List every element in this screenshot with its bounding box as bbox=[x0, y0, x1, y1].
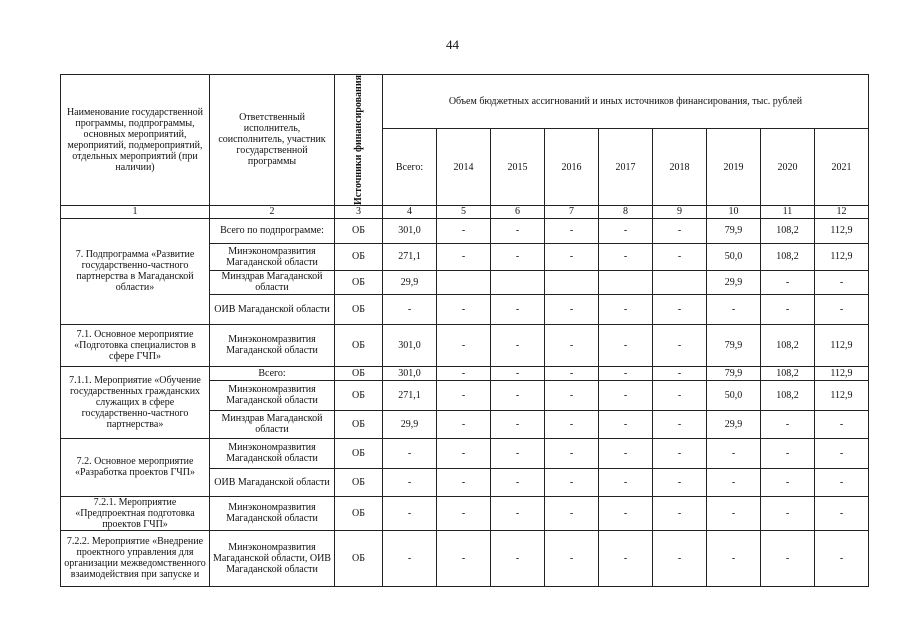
funding-source-cell: ОБ bbox=[335, 380, 383, 410]
year-value-cell: - bbox=[653, 468, 707, 496]
program-name-cell: 7.2.1. Мероприятие «Предпроектная подготовка проектов ГЧП» bbox=[61, 496, 210, 530]
col-number: 5 bbox=[437, 205, 491, 218]
header-funding-title: Объем бюджетных ассигнований и иных источников финансирования, тыс. рублей bbox=[383, 75, 869, 129]
total-value-cell: 271,1 bbox=[383, 380, 437, 410]
year-value-cell: 50,0 bbox=[707, 243, 761, 270]
header-total: Всего: bbox=[383, 129, 437, 206]
header-year-2018: 2018 bbox=[653, 129, 707, 206]
year-value-cell: - bbox=[491, 438, 545, 468]
header-year-2014: 2014 bbox=[437, 129, 491, 206]
table-body bbox=[61, 218, 869, 586]
year-value-cell: - bbox=[815, 294, 869, 324]
year-value-cell: - bbox=[599, 218, 653, 243]
year-value-cell: 108,2 bbox=[761, 366, 815, 380]
table-row bbox=[61, 496, 869, 530]
year-value-cell: 29,9 bbox=[707, 270, 761, 294]
year-value-cell: - bbox=[437, 380, 491, 410]
year-value-cell: - bbox=[545, 496, 599, 530]
year-value-cell: - bbox=[599, 243, 653, 270]
year-value-cell: - bbox=[599, 366, 653, 380]
year-value-cell: - bbox=[491, 496, 545, 530]
table-row bbox=[61, 218, 869, 243]
year-value-cell: - bbox=[707, 294, 761, 324]
funding-source-cell: ОБ bbox=[335, 530, 383, 586]
year-value-cell: - bbox=[599, 410, 653, 438]
col-number: 2 bbox=[210, 205, 335, 218]
year-value-cell: - bbox=[653, 530, 707, 586]
executor-cell: Минэкономразвития Магаданской области, ОИВ Магаданской области bbox=[210, 530, 335, 586]
year-value-cell: - bbox=[437, 496, 491, 530]
year-value-cell: - bbox=[545, 468, 599, 496]
year-value-cell: - bbox=[707, 496, 761, 530]
year-value-cell: - bbox=[545, 243, 599, 270]
year-value-cell: - bbox=[491, 410, 545, 438]
total-value-cell: 301,0 bbox=[383, 324, 437, 366]
year-value-cell: 112,9 bbox=[815, 380, 869, 410]
year-value-cell bbox=[599, 270, 653, 294]
year-value-cell: - bbox=[491, 243, 545, 270]
program-name-cell: 7.2.2. Мероприятие «Внедрение проектного управления для организации межведомственного взаимодействия при запуске и bbox=[61, 530, 210, 586]
year-value-cell: - bbox=[599, 380, 653, 410]
year-value-cell: - bbox=[545, 366, 599, 380]
year-value-cell: - bbox=[491, 324, 545, 366]
executor-cell: Минэкономразвития Магаданской области bbox=[210, 438, 335, 468]
year-value-cell: - bbox=[653, 438, 707, 468]
header-executor: Ответственный исполнитель, соисполнитель, участник государственной программы bbox=[210, 75, 335, 206]
year-value-cell: - bbox=[545, 380, 599, 410]
year-value-cell: - bbox=[491, 366, 545, 380]
executor-cell: ОИВ Магаданской области bbox=[210, 294, 335, 324]
year-value-cell: - bbox=[545, 530, 599, 586]
funding-source-cell: ОБ bbox=[335, 218, 383, 243]
header-funding-source-cell bbox=[335, 75, 383, 206]
header-funding-source: Источники финансирования bbox=[353, 75, 364, 205]
year-value-cell: - bbox=[653, 294, 707, 324]
year-value-cell: - bbox=[437, 438, 491, 468]
year-value-cell: - bbox=[707, 438, 761, 468]
col-number: 1 bbox=[61, 205, 210, 218]
col-number: 11 bbox=[761, 205, 815, 218]
year-value-cell: - bbox=[599, 496, 653, 530]
year-value-cell: - bbox=[599, 324, 653, 366]
total-value-cell: - bbox=[383, 438, 437, 468]
year-value-cell: 112,9 bbox=[815, 218, 869, 243]
table-row bbox=[61, 324, 869, 366]
total-value-cell: - bbox=[383, 530, 437, 586]
year-value-cell: - bbox=[653, 243, 707, 270]
header-year-2017: 2017 bbox=[599, 129, 653, 206]
executor-cell: ОИВ Магаданской области bbox=[210, 468, 335, 496]
year-value-cell: - bbox=[653, 218, 707, 243]
total-value-cell: 301,0 bbox=[383, 218, 437, 243]
page-number: 44 bbox=[446, 37, 459, 52]
table-row bbox=[61, 530, 869, 586]
year-value-cell: - bbox=[599, 294, 653, 324]
funding-source-cell: ОБ bbox=[335, 294, 383, 324]
year-value-cell: - bbox=[815, 530, 869, 586]
header-year-2015: 2015 bbox=[491, 129, 545, 206]
year-value-cell: 79,9 bbox=[707, 324, 761, 366]
total-value-cell: 301,0 bbox=[383, 366, 437, 380]
col-number: 12 bbox=[815, 205, 869, 218]
header-program-name: Наименование государственной программы, подпрограммы, основных мероприятий, мероприятий, подмероприятий, отдельных мероприятий (при наличии) bbox=[61, 75, 210, 206]
col-number: 9 bbox=[653, 205, 707, 218]
year-value-cell: - bbox=[815, 438, 869, 468]
year-value-cell: - bbox=[437, 324, 491, 366]
col-number: 3 bbox=[335, 205, 383, 218]
year-value-cell: 112,9 bbox=[815, 324, 869, 366]
table-row bbox=[61, 366, 869, 380]
header-year-2021: 2021 bbox=[815, 129, 869, 206]
year-value-cell: - bbox=[761, 410, 815, 438]
year-value-cell: - bbox=[761, 468, 815, 496]
program-name-cell: 7.2. Основное мероприятие «Разработка проектов ГЧП» bbox=[61, 438, 210, 496]
funding-source-cell: ОБ bbox=[335, 496, 383, 530]
year-value-cell: - bbox=[599, 530, 653, 586]
year-value-cell: - bbox=[437, 218, 491, 243]
total-value-cell: - bbox=[383, 294, 437, 324]
year-value-cell: - bbox=[761, 270, 815, 294]
year-value-cell: 108,2 bbox=[761, 218, 815, 243]
year-value-cell: - bbox=[437, 243, 491, 270]
year-value-cell: - bbox=[815, 496, 869, 530]
year-value-cell: - bbox=[545, 294, 599, 324]
year-value-cell: 108,2 bbox=[761, 380, 815, 410]
year-value-cell: 29,9 bbox=[707, 410, 761, 438]
year-value-cell: 108,2 bbox=[761, 324, 815, 366]
year-value-cell: - bbox=[761, 438, 815, 468]
year-value-cell: - bbox=[707, 530, 761, 586]
executor-cell: Всего по подпрограмме: bbox=[210, 218, 335, 243]
col-number: 6 bbox=[491, 205, 545, 218]
executor-cell: Всего: bbox=[210, 366, 335, 380]
program-name-cell: 7.1.1. Мероприятие «Обучение государственных гражданских служащих в сфере государственно-частного партнерства» bbox=[61, 366, 210, 438]
year-value-cell: 79,9 bbox=[707, 366, 761, 380]
year-value-cell: 79,9 bbox=[707, 218, 761, 243]
header-year-2016: 2016 bbox=[545, 129, 599, 206]
year-value-cell: - bbox=[437, 468, 491, 496]
year-value-cell: - bbox=[599, 468, 653, 496]
total-value-cell: - bbox=[383, 496, 437, 530]
funding-source-cell: ОБ bbox=[335, 324, 383, 366]
funding-source-cell: ОБ bbox=[335, 410, 383, 438]
year-value-cell: - bbox=[545, 410, 599, 438]
year-value-cell: - bbox=[761, 294, 815, 324]
col-number: 4 bbox=[383, 205, 437, 218]
year-value-cell: 112,9 bbox=[815, 243, 869, 270]
program-name-cell: 7.1. Основное мероприятие «Подготовка специалистов в сфере ГЧП» bbox=[61, 324, 210, 366]
year-value-cell: - bbox=[491, 530, 545, 586]
year-value-cell: - bbox=[761, 496, 815, 530]
year-value-cell: - bbox=[437, 366, 491, 380]
year-value-cell bbox=[545, 270, 599, 294]
year-value-cell: - bbox=[653, 410, 707, 438]
column-number-row bbox=[61, 205, 869, 218]
header-year-2020: 2020 bbox=[761, 129, 815, 206]
funding-source-cell: ОБ bbox=[335, 438, 383, 468]
year-value-cell: - bbox=[815, 410, 869, 438]
executor-cell: Минэкономразвития Магаданской области bbox=[210, 380, 335, 410]
year-value-cell: 108,2 bbox=[761, 243, 815, 270]
year-value-cell: - bbox=[653, 496, 707, 530]
year-value-cell: - bbox=[437, 530, 491, 586]
year-value-cell: - bbox=[653, 366, 707, 380]
year-value-cell: - bbox=[707, 468, 761, 496]
total-value-cell: 271,1 bbox=[383, 243, 437, 270]
year-value-cell: - bbox=[491, 380, 545, 410]
year-value-cell: - bbox=[653, 324, 707, 366]
funding-source-cell: ОБ bbox=[335, 243, 383, 270]
year-value-cell: - bbox=[491, 294, 545, 324]
header-year-2019: 2019 bbox=[707, 129, 761, 206]
year-value-cell bbox=[491, 270, 545, 294]
year-value-cell bbox=[653, 270, 707, 294]
total-value-cell: - bbox=[383, 468, 437, 496]
year-value-cell bbox=[437, 270, 491, 294]
year-value-cell: 50,0 bbox=[707, 380, 761, 410]
year-value-cell: - bbox=[653, 380, 707, 410]
executor-cell: Минэкономразвития Магаданской области bbox=[210, 496, 335, 530]
header-row-1 bbox=[61, 75, 869, 129]
year-value-cell: - bbox=[815, 270, 869, 294]
year-value-cell: - bbox=[815, 468, 869, 496]
year-value-cell: - bbox=[545, 218, 599, 243]
total-value-cell: 29,9 bbox=[383, 410, 437, 438]
year-value-cell: - bbox=[599, 438, 653, 468]
executor-cell: Минэкономразвития Магаданской области bbox=[210, 243, 335, 270]
funding-source-cell: ОБ bbox=[335, 468, 383, 496]
program-name-cell: 7. Подпрограмма «Развитие государственно-частного партнерства в Магаданской области» bbox=[61, 218, 210, 324]
year-value-cell: - bbox=[491, 218, 545, 243]
year-value-cell: - bbox=[437, 410, 491, 438]
year-value-cell: - bbox=[761, 530, 815, 586]
funding-source-cell: ОБ bbox=[335, 270, 383, 294]
year-value-cell: - bbox=[491, 468, 545, 496]
col-number: 10 bbox=[707, 205, 761, 218]
executor-cell: Минэкономразвития Магаданской области bbox=[210, 324, 335, 366]
col-number: 7 bbox=[545, 205, 599, 218]
executor-cell: Минздрав Магаданской области bbox=[210, 410, 335, 438]
year-value-cell: - bbox=[437, 294, 491, 324]
year-value-cell: - bbox=[545, 438, 599, 468]
funding-source-cell: ОБ bbox=[335, 366, 383, 380]
executor-cell: Минздрав Магаданской области bbox=[210, 270, 335, 294]
year-value-cell: 112,9 bbox=[815, 366, 869, 380]
table-row bbox=[61, 438, 869, 468]
budget-table bbox=[60, 74, 869, 587]
col-number: 8 bbox=[599, 205, 653, 218]
total-value-cell: 29,9 bbox=[383, 270, 437, 294]
year-value-cell: - bbox=[545, 324, 599, 366]
